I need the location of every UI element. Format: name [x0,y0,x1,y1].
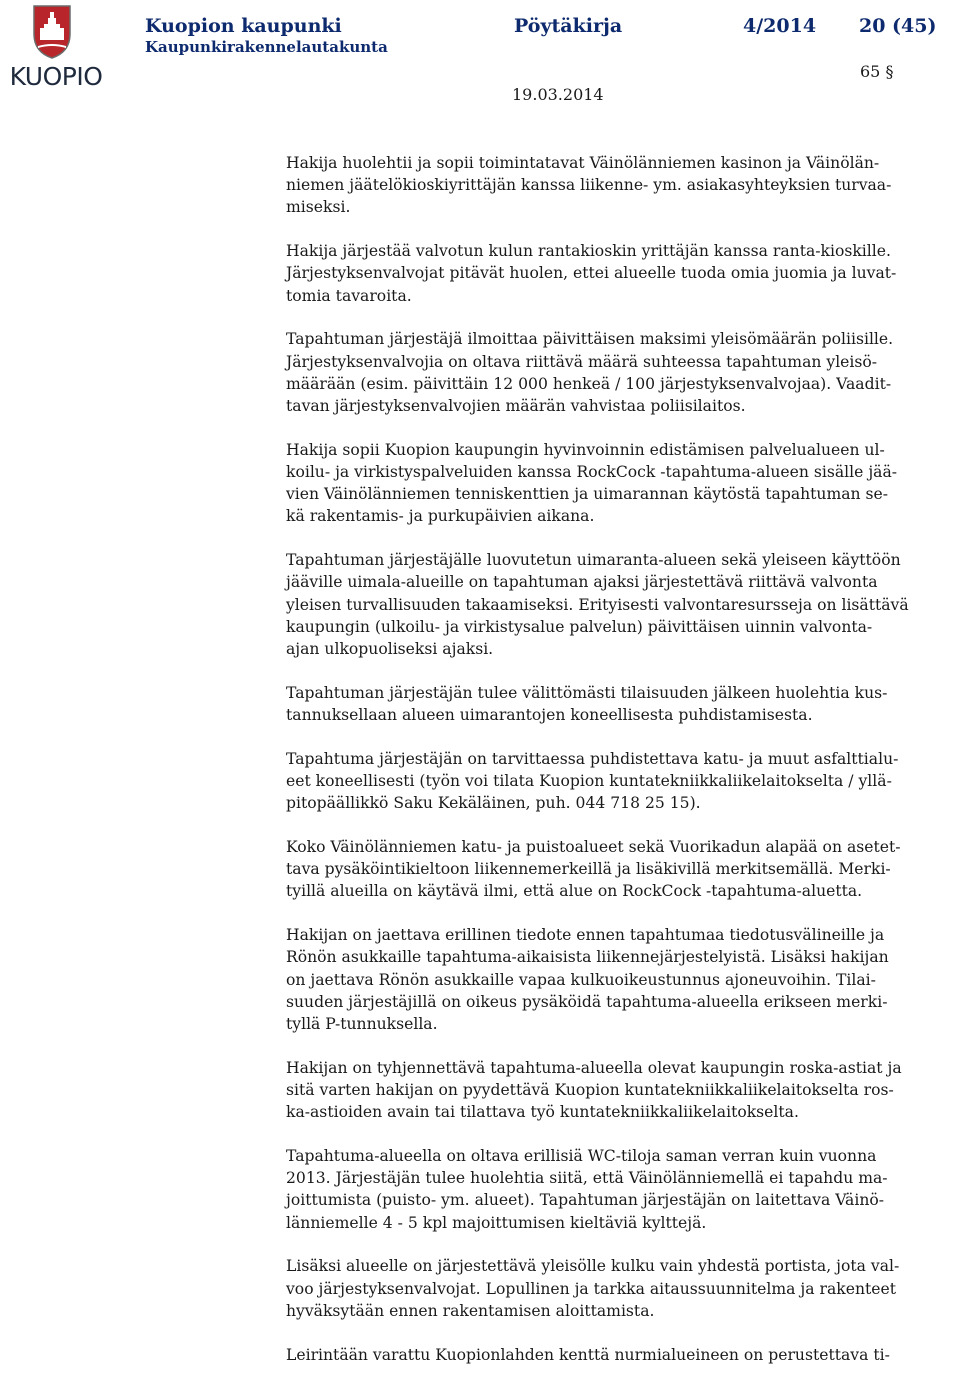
text-line: ka-astioiden avain tai tilattava työ kuntatekniikkaliikelaitokselta. [286,1103,799,1122]
paragraph [286,836,958,903]
text-line: on jaettava Rönön asukkaille vapaa kulkuoikeustunnus ajoneuvoihin. Tilai- [286,970,876,989]
paragraph [286,328,958,417]
text-line: koilu- ja virkistyspalveluiden kanssa RockCock -tapahtuma-alueen sisälle jää- [286,463,898,482]
paragraph [286,240,958,307]
text-line: tyllä P-tunnuksella. [286,1015,438,1034]
text-line: pitopäällikkö Saku Kekäläinen, puh. 044 718 25 15). [286,794,701,813]
text-line: jääville uimala-alueille on tapahtuman ajaksi järjestettävä riittävä valvonta [286,573,878,592]
text-line: miseksi. [286,198,351,217]
logo-wordmark: KUOPIO [9,62,103,91]
text-line: tava pysäköintikieltoon liikennemerkeillä ja lisäkivillä merkitsemällä. Merki- [286,860,891,879]
committee-name: Kaupunkirakennelautakunta [145,38,388,56]
text-line: kä rakentamis- ja purkupäivien aikana. [286,507,595,526]
text-line: Hakija huolehtii ja sopii toimintatavat Väinölänniemen kasinon ja Väinölän- [286,154,880,172]
text-line: Hakijan on tyhjennettävä tapahtuma-alueella olevat kaupungin roska-astiat ja [286,1058,902,1077]
meeting-date: 19.03.2014 [512,85,604,104]
text-line: Järjestyksenvalvojia on oltava riittävä määrä suhteessa tapahtuman yleisö- [286,352,878,371]
text-line: länniemelle 4 - 5 kpl majoittumisen kieltäviä kylttejä. [286,1213,707,1232]
paragraph [286,682,958,726]
text-line: Lisäksi alueelle on järjestettävä yleisölle kulku vain yhdestä portista, jota val- [286,1257,900,1276]
text-line: Tapahtuman järjestäjän tulee välittömästi tilaisuuden jälkeen huolehtia kus- [286,683,888,702]
text-line: joittumista (puisto- ym. alueet). Tapahtuman järjestäjän on laitettava Väinö- [286,1191,885,1210]
text-line: Tapahtuma järjestäjän on tarvittaessa puhdistettava katu- ja muut asfalttialu- [286,749,899,768]
paragraph [286,439,958,528]
text-line: yleisen turvallisuuden takaamiseksi. Erityisesti valvontaresursseja on lisättävä [286,595,909,614]
text-line: Hakija sopii Kuopion kaupungin hyvinvoinnin edistämisen palvelualueen ul- [286,440,885,459]
text-line: ajan ulkopuoliseksi ajaksi. [286,640,494,659]
paragraph [286,549,958,660]
text-line: Tapahtuman järjestäjä ilmoittaa päivittäisen maksimi yleisömäärän poliisille. [286,330,894,349]
text-line: tyillä alueilla on käytävä ilmi, että alue on RockCock -tapahtuma-aluetta. [286,882,863,901]
document-number: 4/2014 [743,15,817,37]
text-line: kaupungin (ulkoilu- ja virkistysalue palvelun) päivittäisen uinnin valvonta- [286,617,873,636]
text-line: sitä varten hakijan on pyydettävä Kuopion kuntatekniikkaliikelaitokselta ros- [286,1081,894,1100]
text-line: vien Väinölänniemen tenniskenttien ja uimarannan käytöstä tapahtuman se- [286,485,889,504]
text-line: niemen jäätelökioskiyrittäjän kanssa liikenne- ym. asiakasyhteyksien turvaa- [286,176,892,195]
text-line: tomia tavaroita. [286,286,412,305]
text-line: tannuksellaan alueen uimarantojen koneellisesta puhdistamisesta. [286,706,813,725]
text-line: Leirintään varattu Kuopionlahden kenttä nurmialueineen on perustettava ti- [286,1345,890,1364]
text-line: voo järjestyksenvalvojat. Lopullinen ja tarkka aitaussuunnitelma ja rakenteet [286,1279,896,1298]
section-number: 65 § [860,62,894,81]
document-body [286,152,958,1387]
paragraph [286,152,958,219]
document-type: Pöytäkirja [514,15,623,37]
text-line: määrään (esim. päivittäin 12 000 henkeä / 100 järjestyksenvalvojaa). Vaadit- [286,374,892,393]
page-number: 20 (45) [859,15,937,37]
text-line: Hakija järjestää valvotun kulun rantakioskin yrittäjän kanssa ranta-kioskille. [286,242,891,261]
text-line: Tapahtuman järjestäjälle luovutetun uimaranta-alueen sekä yleiseen käyttöön [286,551,901,570]
paragraph [286,748,958,815]
text-line: Rönön asukkaille tapahtuma-aikaisista liikennejärjestelyistä. Lisäksi hakijan [286,948,889,967]
text-line: hyväksytään ennen rakentamisen aloittamista. [286,1301,655,1320]
paragraph [286,1145,958,1234]
text-line: Hakijan on jaettava erillinen tiedote ennen tapahtumaa tiedotusvälineille ja [286,926,885,945]
text-line: suuden järjestäjillä on oikeus pysäköidä tapahtuma-alueella erikseen merki- [286,992,888,1011]
text-line: Järjestyksenvalvojat pitävät huolen, ettei alueelle tuoda omia juomia ja luvat- [286,264,897,283]
organization-name: Kuopion kaupunki [145,15,342,37]
text-line: 2013. Järjestäjän tulee huolehtia siitä, että Väinölänniemellä ei tapahdu ma- [286,1169,888,1188]
text-line: Tapahtuma-alueella on oltava erillisiä WC-tiloja saman verran kuin vuonna [286,1147,877,1166]
paragraph [286,1255,958,1322]
paragraph [286,1057,958,1124]
paragraph [286,924,958,1035]
coat-of-arms-icon [4,4,100,60]
text-line: tavan järjestyksenvalvojien määrän vahvistaa poliisilaitos. [286,397,746,416]
paragraph [286,1344,958,1366]
kuopio-logo [4,4,103,92]
text-line: eet koneellisesti (työn voi tilata Kuopion kuntatekniikkaliikelaitokselta / yllä- [286,772,892,791]
text-line: Koko Väinölänniemen katu- ja puistoalueet sekä Vuorikadun alapää on asetet- [286,838,901,857]
